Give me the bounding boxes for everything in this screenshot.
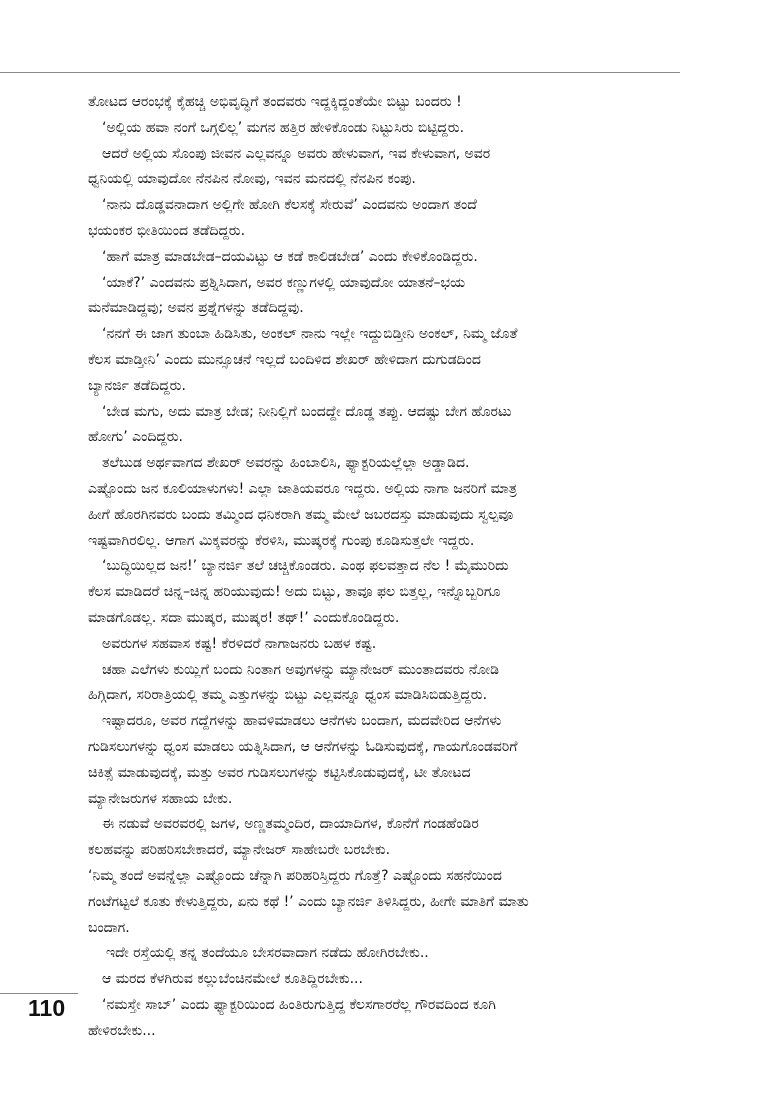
text-line: ಚಿಕಿತ್ಸೆ ಮಾಡುವುದಕ್ಕೆ, ಮತ್ತು ಅವರ ಗುಡಿಸಲುಗಳನ್ನು ಕಟ್ಟಿಸಿಕೊಡುವುದಕ್ಕೆ, ಟೀ ತೋಟದ — [88, 764, 471, 781]
text-line: ‘ಬುದ್ಧಿಯಿಲ್ಲದ ಜನ!’ ಬ್ಯಾನರ್ಜಿ ತಲೆ ಚಚ್ಚಿಕೊಂಡರು. ಎಂಥ ಫಲವತ್ತಾದ ನೆಲ ! ಮೈಮುರಿದು — [102, 558, 509, 575]
text-line: ಗಂಟೆಗಟ್ಟಲೆ ಕೂತು ಕೇಳುತ್ತಿದ್ದರು, ಏನು ಕಥೆ !’ ಎಂದು ಬ್ಯಾನರ್ಜಿ ತಿಳಿಸಿದ್ದರು, ಹೀಗೇ ಮಾತಿಗೆ ಮಾತು — [88, 893, 529, 910]
text-line: ‘ನಿಮ್ಮ ತಂದೆ ಅವನ್ನೆಲ್ಲಾ ಎಷ್ಟೊಂದು ಚೆನ್ನಾಗಿ ಪರಿಹರಿಸ್ತಿದ್ದರು ಗೊತ್ತೆ? ಎಷ್ಟೊಂದು ಸಹನೆಯಿಂದ — [88, 867, 502, 884]
text-line: ಕಲಹವನ್ನು ಪರಿಹರಿಸಬೇಕಾದರೆ, ಮ್ಯಾನೇಜರ್ ಸಾಹೇಬರೇ ಬರಬೇಕು. — [88, 842, 391, 859]
text-line: ‘ನನಗೆ ಈ ಜಾಗ ತುಂಬಾ ಹಿಡಿಸಿತು, ಅಂಕಲ್ ನಾನು ಇಲ್ಲೇ ಇದ್ದುಬಿಡ್ತೀನಿ ಅಂಕಲ್, ನಿಮ್ಮ ಜೊತೆ — [102, 326, 518, 343]
text-line: ‘ಬೇಡ ಮಗು, ಅದು ಮಾತ್ರ ಬೇಡ; ನೀನಿಲ್ಲಿಗೆ ಬಂದದ್ದೇ ದೊಡ್ಡ ತಪ್ಪು. ಆದಷ್ಟು ಬೇಗ ಹೊರಟು — [102, 403, 512, 420]
text-line: ಹೋಗು’ ಎಂದಿದ್ದರು. — [88, 429, 184, 446]
text-line: ಕೆಲಸ ಮಾಡಿದರೆ ಚಿನ್ನ–ಚಿನ್ನ ಹರಿಯುವುದು! ಅದು ಬಿಟ್ಟು, ತಾವೂ ಫಲ ಬಿತ್ತಲ್ಲ, ಇನ್ನೊಬ್ಬರಿಗೂ — [88, 584, 501, 601]
text-line: ‘ನಮಸ್ತೇ ಸಾಬ್’ ಎಂದು ಫ್ಯಾಕ್ಟರಿಯಿಂದ ಹಿಂತಿರುಗುತ್ತಿದ್ದ ಕೆಲಸಗಾರರೆಲ್ಲ ಗೌರವದಿಂದ ಕೂಗಿ — [102, 996, 496, 1013]
text-line: ಈ ನಡುವೆ ಅವರವರಲ್ಲಿ ಜಗಳ, ಅಣ್ಣತಮ್ಮಂದಿರ, ದಾಯಾದಿಗಳ, ಕೊನೆಗೆ ಗಂಡಹೆಂಡಿರ — [102, 816, 479, 833]
text-line: ಭಯಂಕರ ಭೀತಿಯಿಂದ ತಡೆದಿದ್ದರು. — [88, 222, 246, 239]
text-line: ಗುಡಿಸಲುಗಳನ್ನು ಧ್ವಂಸ ಮಾಡಲು ಯತ್ನಿಸಿದಾಗ, ಆ ಆನೆಗಳನ್ನು ಓಡಿಸುವುದಕ್ಕೆ, ಗಾಯಗೊಂಡವರಿಗೆ — [88, 738, 518, 755]
text-line: ಇಷ್ಟಾದರೂ, ಅವರ ಗದ್ದೆಗಳನ್ನು ಹಾವಳಿಮಾಡಲು ಆನೆಗಳು ಬಂದಾಗ, ಮದವೇರಿದ ಆನೆಗಳು — [102, 713, 502, 730]
page-number: 110 — [28, 995, 66, 1021]
text-line: ಇಷ್ಟವಾಗಿರಲಿಲ್ಲ. ಆಗಾಗ ಮಿಕ್ಕವರನ್ನು ಕೆರಳಿಸಿ, ಮುಷ್ಕರಕ್ಕೆ ಗುಂಪು ಕೂಡಿಸುತ್ತಲೇ ಇದ್ದರು. — [88, 532, 475, 549]
text-line: ಹೇಳಿರಬೇಕು... — [88, 1022, 156, 1039]
text-line: ಚಹಾ ಎಲೆಗಳು ಕುಯ್ಲಿಗೆ ಬಂದು ನಿಂತಾಗ ಅವುಗಳನ್ನು ಮ್ಯಾನೇಜರ್ ಮುಂತಾದವರು ನೋಡಿ — [102, 661, 499, 678]
text-line: ಹೀಗೆ ಹೊರಗಿನವರು ಬಂದು ತಮ್ಮಿಂದ ಧನಿಕರಾಗಿ ತಮ್ಮ ಮೇಲೆ ಜಬರದಸ್ತು ಮಾಡುವುದು ಸ್ವಲ್ಪವೂ — [88, 506, 514, 523]
text-line: ‘ಅಲ್ಲಿಯ ಹವಾ ನಂಗೆ ಒಗ್ಗಲಿಲ್ಲ’ ಮಗನ ಹತ್ತಿರ ಹೇಳಿಕೊಂಡು ನಿಟ್ಟುಸಿರು ಬಿಟ್ಟಿದ್ದರು. — [102, 119, 465, 136]
text-line: ತಲೆಬುಡ ಅರ್ಥವಾಗದ ಶೇಖರ್ ಅವರನ್ನು ಹಿಂಬಾಲಿಸಿ, ಫ್ಯಾಕ್ಟರಿಯಲ್ಲೆಲ್ಲಾ ಅಡ್ಡಾಡಿದ. — [102, 455, 470, 472]
text-line: ಮಾಡಗೊಡಲ್ಲ. ಸದಾ ಮುಷ್ಕರ, ಮುಷ್ಕರ! ತಥ್!’ ಎಂದುಕೊಂಡಿದ್ದರು. — [88, 609, 400, 626]
header-rule — [0, 72, 680, 73]
text-line: ‘ನಾನು ದೊಡ್ಡವನಾದಾಗ ಅಲ್ಲಿಗೇ ಹೋಗಿ ಕೆಲಸಕ್ಕೆ ಸೇರುವೆ’ ಎಂದವನು ಅಂದಾಗ ತಂದೆ — [102, 197, 477, 214]
text-line: ಎಷ್ಟೊಂದು ಜನ ಕೂಲಿಯಾಳುಗಳು! ಎಲ್ಲಾ ಜಾತಿಯವರೂ ಇದ್ದರು. ಅಲ್ಲಿಯ ನಾಗಾ ಜನರಿಗೆ ಮಾತ್ರ — [88, 480, 517, 497]
text-line: ಕೆಲಸ ಮಾಡ್ತೀನಿ’ ಎಂದು ಮುನ್ಸೂಚನೆ ಇಲ್ಲದೆ ಬಂದಿಳಿದ ಶೇಖರ್ ಹೇಳಿದಾಗ ದುಗುಡದಿಂದ — [88, 351, 481, 368]
text-line: ಮ್ಯಾನೇಜರುಗಳ ಸಹಾಯ ಬೇಕು. — [88, 790, 233, 807]
text-line: ಇದೇ ರಸ್ತೆಯಲ್ಲಿ ತನ್ನ ತಂದೆಯೂ ಬೇಸರವಾದಾಗ ನಡೆದು ಹೋಗಿರಬೇಕು.. — [106, 945, 429, 962]
text-line: ಅವರುಗಳ ಸಹವಾಸ ಕಷ್ಟ! ಕೆರಳಿದರೆ ನಾಗಾಜನರು ಬಹಳ ಕಷ್ಟ. — [102, 635, 377, 652]
text-line: ತೋಟದ ಆರಂಭಕ್ಕೆ ಕೈಹಚ್ಚಿ ಅಭಿವೃದ್ಧಿಗೆ ತಂದವರು ಇದ್ದಕ್ಕಿದ್ದಂತೆಯೇ ಬಿಟ್ಟು ಬಂದರು ! — [88, 94, 462, 110]
text-line: ಬಂದಾಗ. — [88, 919, 130, 936]
text-line: ‘ಹಾಗೆ ಮಾತ್ರ ಮಾಡಬೇಡ–ದಯವಿಟ್ಟು ಆ ಕಡೆ ಕಾಲಿಡಬೇಡ’ ಎಂದು ಕೇಳಿಕೊಂಡಿದ್ದರು. — [102, 248, 478, 265]
text-line: ಆದರೆ ಅಲ್ಲಿಯ ಸೊಂಪು ಜೀವನ ಎಲ್ಲವನ್ನೂ ಅವರು ಹೇಳುವಾಗ, ಇವ ಕೇಳುವಾಗ, ಅವರ — [102, 145, 491, 162]
text-line: ‘ಯಾಕೆ?’ ಎಂದವನು ಪ್ರಶ್ನಿಸಿದಾಗ, ಅವರ ಕಣ್ಣುಗಳಲ್ಲಿ ಯಾವುದೋ ಯಾತನೆ–ಭಯ — [102, 274, 466, 291]
text-line: ಹಿಗ್ಗಿದಾಗ, ಸರಿರಾತ್ರಿಯಲ್ಲಿ ತಮ್ಮ ಎತ್ತುಗಳನ್ನು ಬಿಟ್ಟು ಎಲ್ಲವನ್ನೂ ಧ್ವಂಸ ಮಾಡಿಸಿಬಿಡುತ್ತಿದ್ದರು. — [88, 687, 488, 704]
body-text — [88, 90, 678, 1044]
text-line: ಧ್ವನಿಯಲ್ಲಿ ಯಾವುದೋ ನೆನಪಿನ ನೋವು, ಇವನ ಮನದಲ್ಲಿ ನೆನಪಿನ ಕಂಪು. — [88, 171, 416, 188]
text-line: ಬ್ಯಾನರ್ಜಿ ತಡೆದಿದ್ದರು. — [88, 377, 186, 394]
text-line: ಆ ಮರದ ಕೆಳಗಿರುವ ಕಲ್ಲುಬೆಂಚಿನಮೇಲೆ ಕೂತಿದ್ದಿರಬೇಕು... — [102, 971, 363, 988]
text-line: ಮನೆಮಾಡಿದ್ದವು; ಅವನ ಪ್ರಶ್ನೆಗಳನ್ನು ತಡೆದಿದ್ದವು. — [88, 300, 304, 317]
